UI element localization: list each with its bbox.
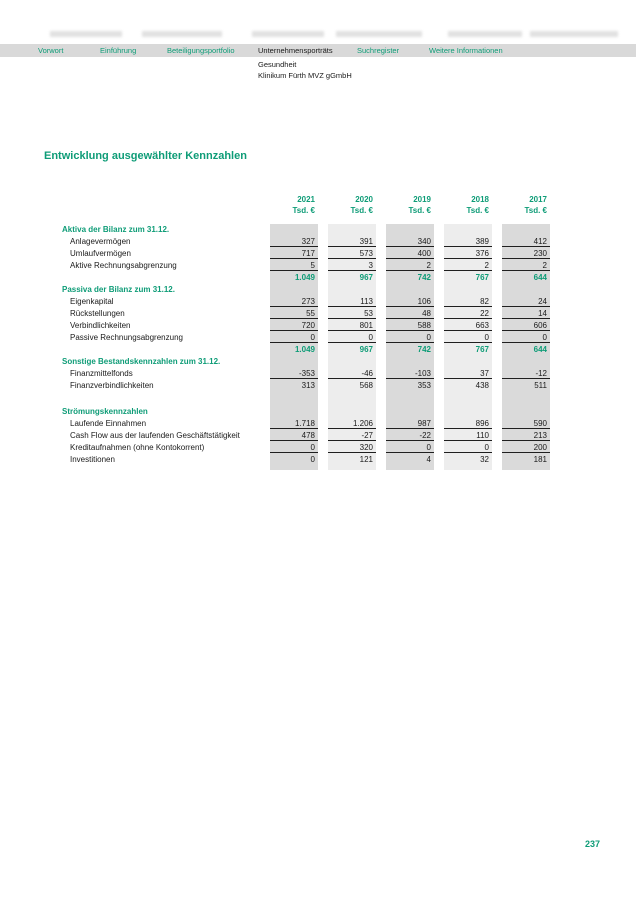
column-unit-header-2019: Tsd. € <box>408 206 431 215</box>
value-cell: 353 <box>417 381 431 390</box>
section-header: Passiva der Bilanz zum 31.12. <box>62 285 175 294</box>
value-cell: 37 <box>444 368 492 379</box>
value-cell: 663 <box>444 320 492 331</box>
value-cell: -353 <box>270 368 318 379</box>
value-cell: 1.718 <box>270 418 318 429</box>
value-cell: 327 <box>270 236 318 247</box>
row-label: Kreditaufnahmen (ohne Kontokorrent) <box>70 443 205 452</box>
value-cell: 0 <box>386 332 434 343</box>
column-unit-header-2020: Tsd. € <box>350 206 373 215</box>
value-cell: 987 <box>386 418 434 429</box>
value-cell: 0 <box>444 332 492 343</box>
value-cell: 511 <box>534 381 547 390</box>
value-cell: -22 <box>386 430 434 441</box>
section-header: Sonstige Bestandskennzahlen zum 31.12. <box>62 357 221 366</box>
value-cell: 113 <box>328 296 376 307</box>
nav-item-einf-hrung[interactable]: Einführung <box>100 46 137 55</box>
value-cell: 0 <box>270 332 318 343</box>
value-cell: 5 <box>270 260 318 271</box>
column-unit-header-2017: Tsd. € <box>524 206 547 215</box>
value-cell: 412 <box>502 236 550 247</box>
value-cell: 4 <box>426 455 431 464</box>
value-cell: 200 <box>502 442 550 453</box>
row-label: Passive Rechnungsabgrenzung <box>70 333 183 342</box>
value-cell: 0 <box>386 442 434 453</box>
value-cell: 0 <box>310 455 315 464</box>
value-cell: 478 <box>270 430 318 441</box>
value-cell: 606 <box>502 320 550 331</box>
section-header: Aktiva der Bilanz zum 31.12. <box>62 225 170 234</box>
total-value-cell: 742 <box>417 345 431 354</box>
value-cell: 24 <box>502 296 550 307</box>
value-cell: 121 <box>359 455 373 464</box>
value-cell: 181 <box>533 455 547 464</box>
value-cell: 55 <box>270 308 318 319</box>
value-cell: -46 <box>328 368 376 379</box>
value-cell: 0 <box>444 442 492 453</box>
row-label: Laufende Einnahmen <box>70 419 147 428</box>
value-cell: 213 <box>502 430 550 441</box>
row-label: Verbindlichkeiten <box>70 321 131 330</box>
section-header: Strömungskennzahlen <box>62 407 148 416</box>
row-label: Rückstellungen <box>70 309 125 318</box>
value-cell: 400 <box>386 248 434 259</box>
row-label: Umlaufvermögen <box>70 249 131 258</box>
column-year-header-2017: 2017 <box>529 195 547 204</box>
page-number: 237 <box>584 839 600 849</box>
row-label: Aktive Rechnungsabgrenzung <box>70 261 177 270</box>
nav-item-unternehmensportr-ts[interactable]: Unternehmensporträts <box>258 46 333 55</box>
nav-item-vorwort[interactable]: Vorwort <box>38 46 64 55</box>
value-cell: 717 <box>270 248 318 259</box>
total-value-cell: 644 <box>533 345 547 354</box>
column-unit-header-2021: Tsd. € <box>292 206 315 215</box>
value-cell: 53 <box>328 308 376 319</box>
total-value-cell: 767 <box>475 273 489 282</box>
column-year-header-2018: 2018 <box>471 195 489 204</box>
nav-item-suchregister[interactable]: Suchregister <box>357 46 400 55</box>
row-label: Investitionen <box>70 455 115 464</box>
value-cell: 2 <box>502 260 550 271</box>
nav-item-weitere-informationen[interactable]: Weitere Informationen <box>429 46 503 55</box>
value-cell: 2 <box>444 260 492 271</box>
value-cell: 22 <box>444 308 492 319</box>
value-cell: 896 <box>444 418 492 429</box>
value-cell: 0 <box>328 332 376 343</box>
value-cell: 588 <box>386 320 434 331</box>
value-cell: 1.206 <box>328 418 376 429</box>
value-cell: -103 <box>386 368 434 379</box>
row-label: Cash Flow aus der laufenden Geschäftstätigkeit <box>70 431 240 440</box>
value-cell: 0 <box>502 332 550 343</box>
value-cell: 590 <box>502 418 550 429</box>
value-cell: 2 <box>386 260 434 271</box>
breadcrumb-category: Gesundheit <box>258 60 297 69</box>
total-value-cell: 967 <box>359 345 373 354</box>
value-cell: 389 <box>444 236 492 247</box>
value-cell: 32 <box>480 455 489 464</box>
page-title: Entwicklung ausgewählter Kennzahlen <box>44 150 247 162</box>
value-cell: 110 <box>444 430 492 441</box>
total-value-cell: 767 <box>475 345 489 354</box>
value-cell: 82 <box>444 296 492 307</box>
column-year-header-2020: 2020 <box>355 195 373 204</box>
value-cell: 801 <box>328 320 376 331</box>
value-cell: 106 <box>386 296 434 307</box>
value-cell: 573 <box>328 248 376 259</box>
total-value-cell: 742 <box>417 273 431 282</box>
value-cell: 230 <box>502 248 550 259</box>
value-cell: 320 <box>328 442 376 453</box>
row-label: Finanzverbindlichkeiten <box>70 381 154 390</box>
total-value-cell: 1.049 <box>294 273 315 282</box>
column-unit-header-2018: Tsd. € <box>466 206 489 215</box>
column-year-header-2019: 2019 <box>413 195 431 204</box>
value-cell: 48 <box>386 308 434 319</box>
total-value-cell: 1.049 <box>294 345 315 354</box>
value-cell: 273 <box>270 296 318 307</box>
value-cell: 438 <box>475 381 489 390</box>
row-label: Finanzmittelfonds <box>70 369 133 378</box>
value-cell: 720 <box>270 320 318 331</box>
value-cell: 376 <box>444 248 492 259</box>
value-cell: -12 <box>502 368 550 379</box>
column-year-header-2021: 2021 <box>297 195 315 204</box>
row-label: Eigenkapital <box>70 297 114 306</box>
value-cell: 0 <box>270 442 318 453</box>
value-cell: 313 <box>301 381 315 390</box>
breadcrumb-company: Klinikum Fürth MVZ gGmbH <box>258 71 352 80</box>
value-cell: 391 <box>328 236 376 247</box>
total-value-cell: 644 <box>533 273 547 282</box>
value-cell: 3 <box>328 260 376 271</box>
row-label: Anlagevermögen <box>70 237 131 246</box>
value-cell: 14 <box>502 308 550 319</box>
nav-item-beteiligungsportfolio[interactable]: Beteiligungsportfolio <box>167 46 235 55</box>
value-cell: 568 <box>359 381 373 390</box>
total-value-cell: 967 <box>359 273 373 282</box>
value-cell: -27 <box>328 430 376 441</box>
value-cell: 340 <box>386 236 434 247</box>
